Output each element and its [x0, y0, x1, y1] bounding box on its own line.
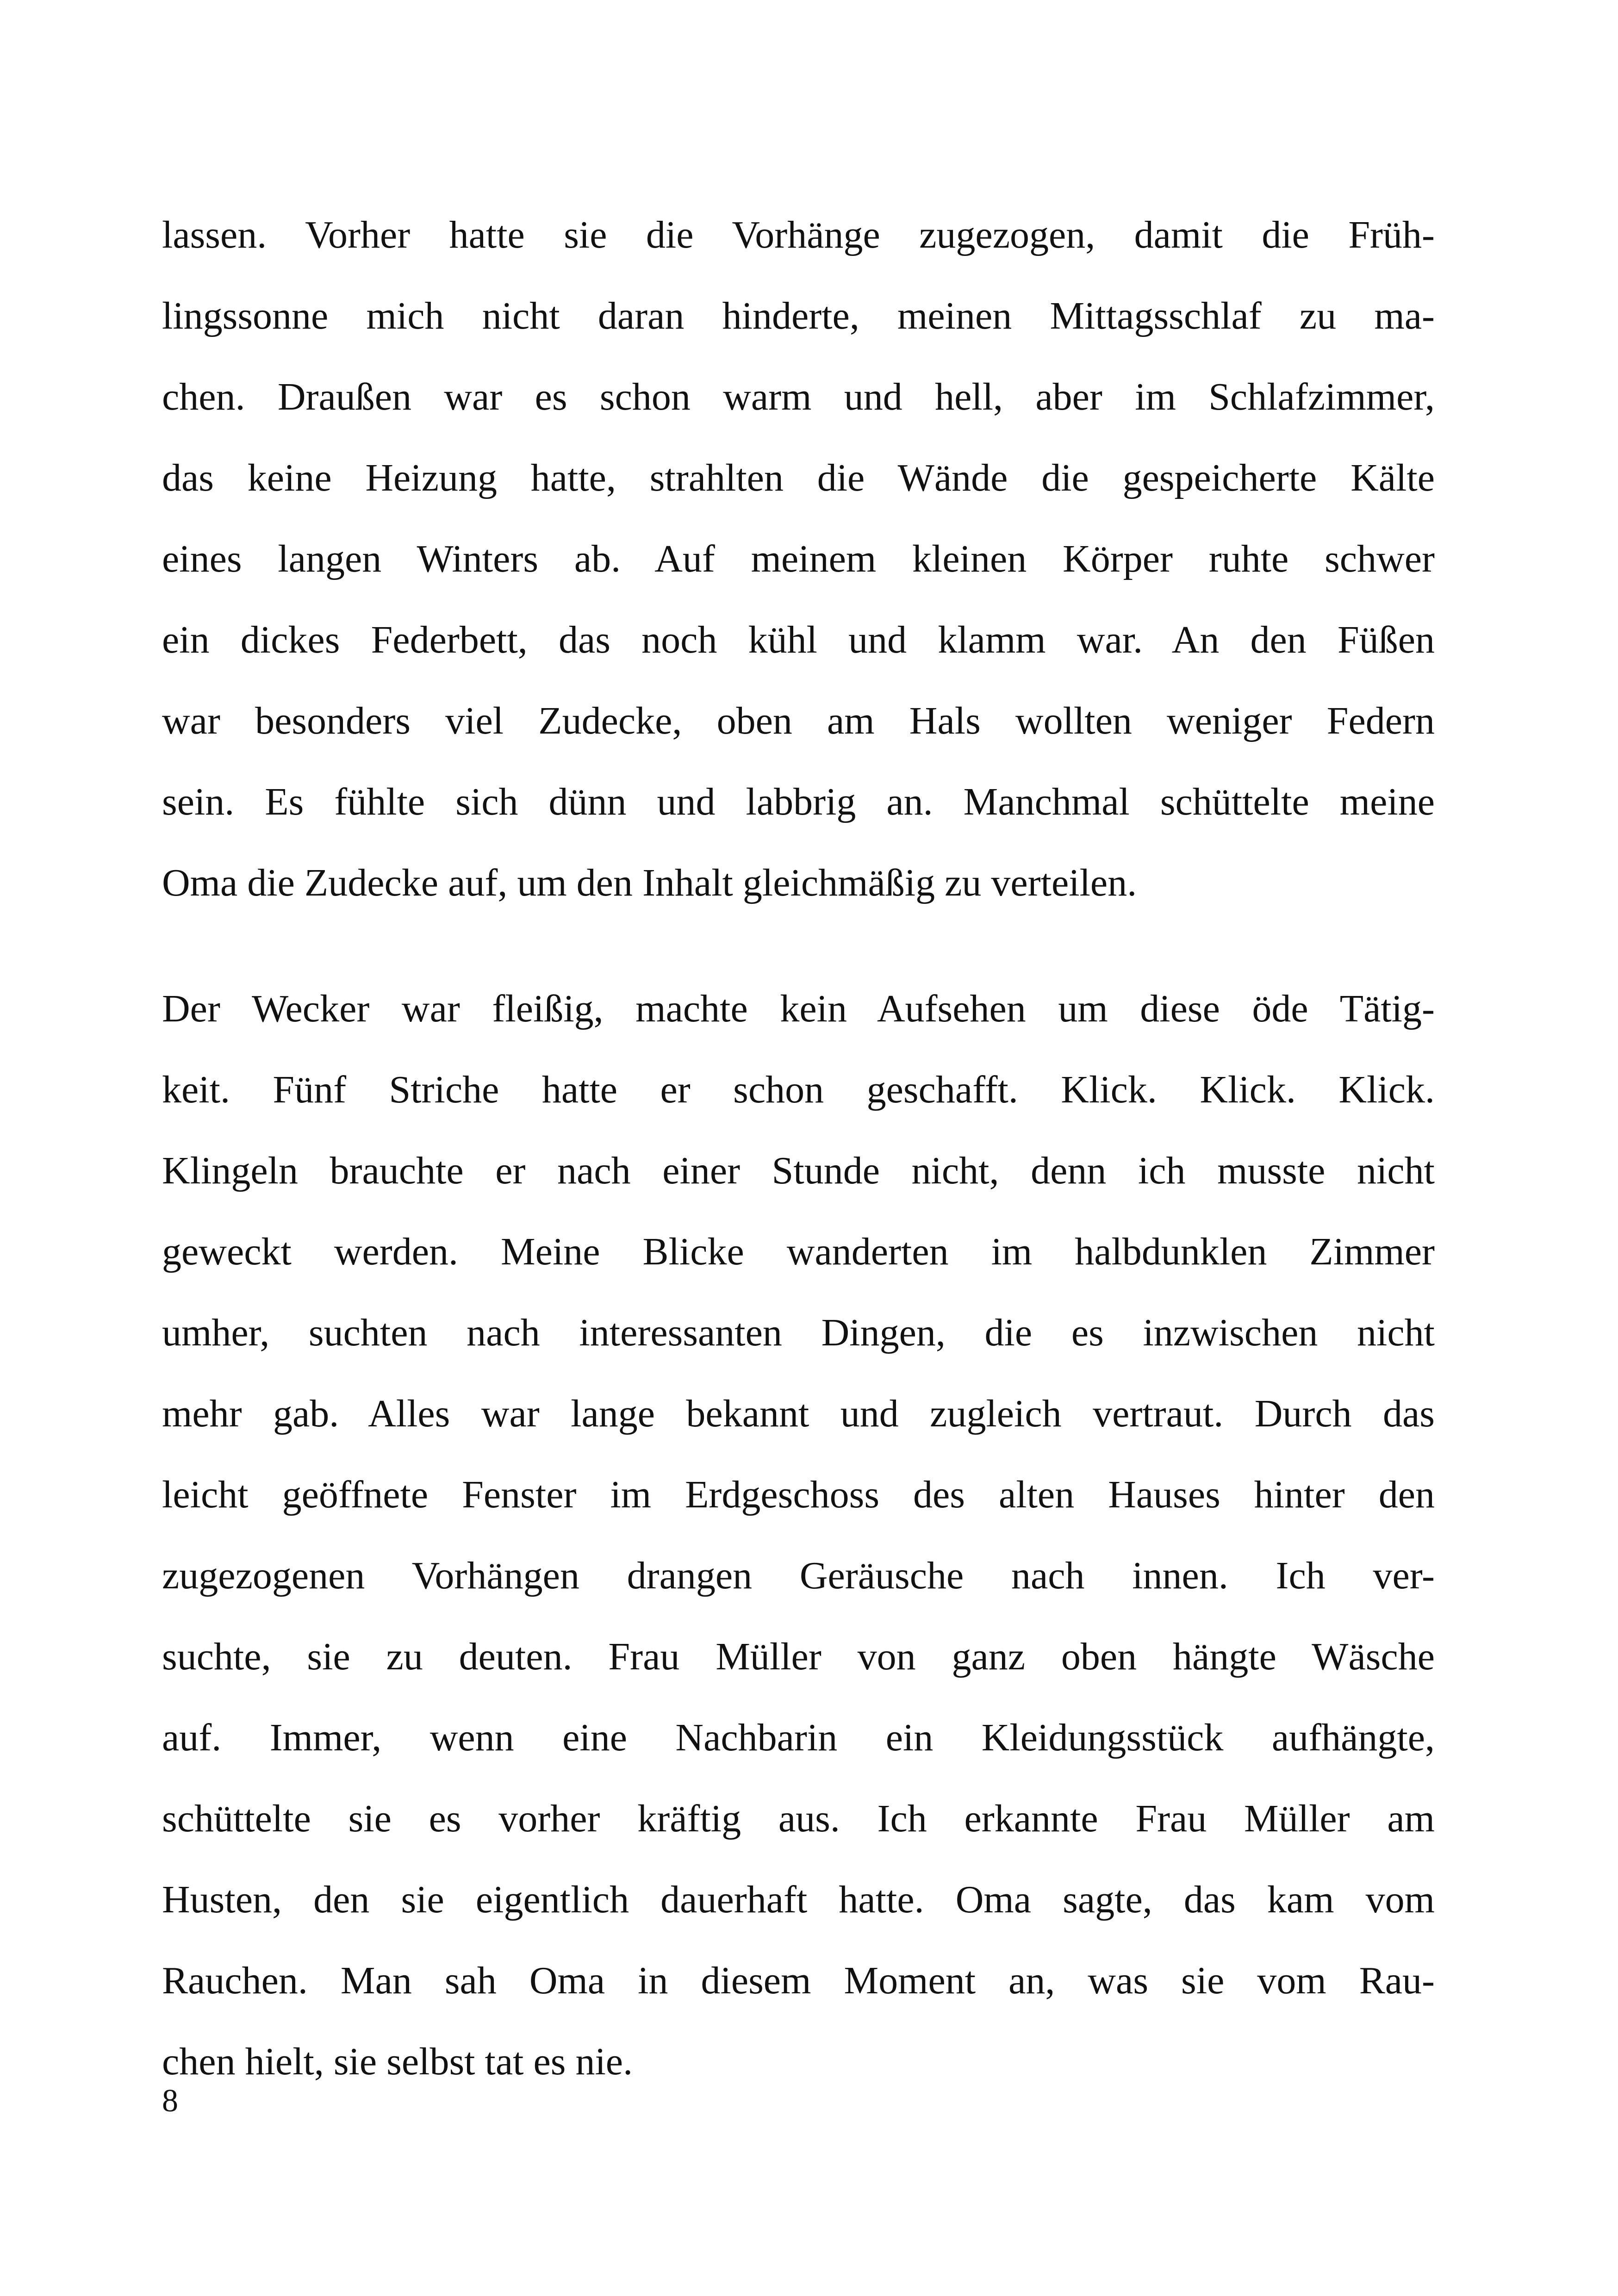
text-line: das keine Heizung hatte, strahlten die Wände die gespeicherte Kälte — [162, 456, 1435, 499]
text-line: lingssonne mich nicht daran hinderte, meinen Mittagsschlaf zu ma- — [162, 294, 1435, 337]
text-line: geweckt werden. Meine Blicke wanderten im halbdunklen Zimmer — [162, 1230, 1435, 1273]
text-line: Rauchen. Man sah Oma in diesem Moment an, was sie vom Rau- — [162, 1959, 1435, 2002]
text-line: auf. Immer, wenn eine Nachbarin ein Kleidungsstück aufhängte, — [162, 1716, 1435, 1759]
paragraph-2 — [162, 968, 1435, 2102]
text-line: ein dickes Federbett, das noch kühl und klamm war. An den Füßen — [162, 618, 1435, 661]
text-line: umher, suchten nach interessanten Dingen, die es inzwischen nicht — [162, 1311, 1435, 1354]
text-line: leicht geöffnete Fenster im Erdgeschoss des alten Hauses hinter den — [162, 1473, 1435, 1516]
text-line: Klingeln brauchte er nach einer Stunde nicht, denn ich musste nicht — [162, 1149, 1435, 1192]
text-line: chen. Draußen war es schon warm und hell, aber im Schlafzimmer, — [162, 375, 1435, 418]
text-line: keit. Fünf Striche hatte er schon geschafft. Klick. Klick. Klick. — [162, 1068, 1435, 1111]
text-line: war besonders viel Zudecke, oben am Hals wollten weniger Federn — [162, 699, 1435, 742]
text-line: Husten, den sie eigentlich dauerhaft hatte. Oma sagte, das kam vom — [162, 1878, 1435, 1921]
text-line: eines langen Winters ab. Auf meinem kleinen Körper ruhte schwer — [162, 537, 1435, 580]
text-line: mehr gab. Alles war lange bekannt und zugleich vertraut. Durch das — [162, 1392, 1435, 1435]
text-line: zugezogenen Vorhängen drangen Geräusche nach innen. Ich ver- — [162, 1554, 1435, 1597]
text-line: lassen. Vorher hatte sie die Vorhänge zugezogen, damit die Früh- — [162, 213, 1435, 256]
text-line: Der Wecker war fleißig, machte kein Aufsehen um diese öde Tätig- — [162, 987, 1435, 1030]
text-line: chen hielt, sie selbst tat es nie. — [162, 2040, 633, 2083]
page-number: 8 — [162, 2083, 178, 2119]
text-line: Oma die Zudecke auf, um den Inhalt gleichmäßig zu verteilen. — [162, 861, 1137, 904]
paragraph-1 — [162, 194, 1435, 923]
text-line: sein. Es fühlte sich dünn und labbrig an. Manchmal schüttelte meine — [162, 780, 1435, 823]
text-line: suchte, sie zu deuten. Frau Müller von ganz oben hängte Wäsche — [162, 1635, 1435, 1678]
text-line: schüttelte sie es vorher kräftig aus. Ich erkannte Frau Müller am — [162, 1797, 1435, 1840]
